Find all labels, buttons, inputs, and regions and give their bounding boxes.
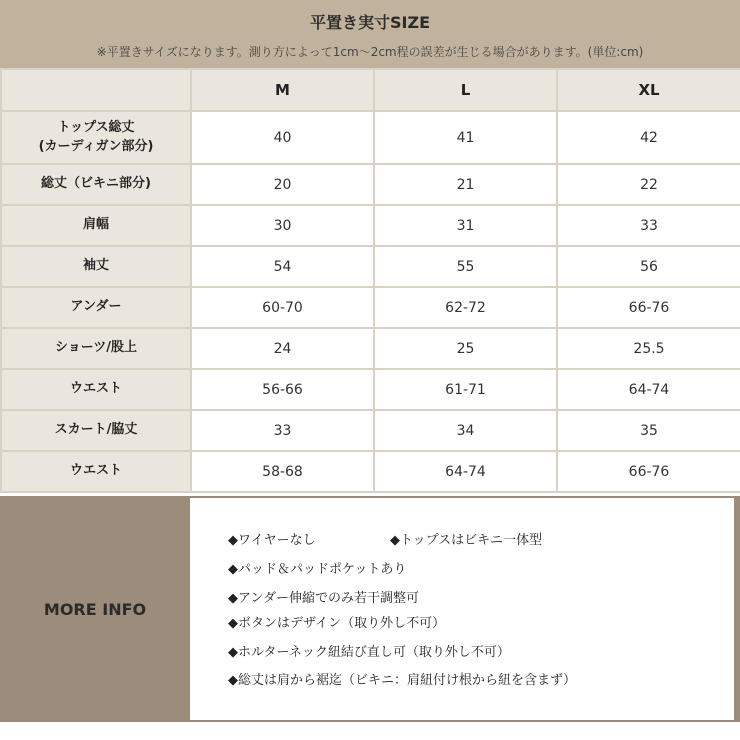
row-label: ショーツ/股上 — [1, 328, 191, 369]
size-value: 24 — [191, 328, 374, 369]
info-item: ◆トップスはビキニ一体型 — [390, 533, 543, 548]
size-value: 25.5 — [557, 328, 740, 369]
table-row — [1, 246, 740, 287]
row-label: スカート/脇丈 — [1, 410, 191, 451]
size-value: 33 — [191, 410, 374, 451]
size-value: 56-66 — [191, 369, 374, 410]
row-label: アンダー — [1, 287, 191, 328]
table-row — [1, 111, 740, 164]
more-info-section — [0, 496, 740, 722]
size-value: 62-72 — [374, 287, 557, 328]
row-label: 総丈（ビキニ部分) — [1, 164, 191, 205]
size-value: 60-70 — [191, 287, 374, 328]
row-label: ウエスト — [1, 451, 191, 492]
table-row — [1, 328, 740, 369]
size-value: 54 — [191, 246, 374, 287]
size-value: 25 — [374, 328, 557, 369]
size-value: 64-74 — [557, 369, 740, 410]
size-value: 58-68 — [191, 451, 374, 492]
column-header-l: L — [374, 69, 557, 111]
row-label: 肩幅 — [1, 205, 191, 246]
info-item: ◆総丈は肩から裾迄（ビキニ：肩紐付け根から紐を含まず） — [228, 673, 576, 688]
size-value: 55 — [374, 246, 557, 287]
size-value: 41 — [374, 111, 557, 164]
size-value: 42 — [557, 111, 740, 164]
size-value: 31 — [374, 205, 557, 246]
size-value: 61-71 — [374, 369, 557, 410]
table-corner-cell — [1, 69, 191, 111]
size-value: 56 — [557, 246, 740, 287]
more-info-label: MORE INFO — [43, 599, 147, 619]
info-item: ◆アンダー伸縮でのみ若干調整可 — [228, 591, 419, 606]
measurement-note: ※平置きサイズになります。測り方によって1cm～2cm程の誤差が生じる場合があります。(単位:cm) — [96, 45, 644, 59]
size-value: 66-76 — [557, 451, 740, 492]
info-item: ◆ホルターネック紐結び直し可（取り外し不可） — [228, 645, 510, 660]
size-value: 30 — [191, 205, 374, 246]
size-value: 40 — [191, 111, 374, 164]
size-table — [0, 68, 740, 493]
size-value: 21 — [374, 164, 557, 205]
row-label: ウエスト — [1, 369, 191, 410]
table-header-row — [1, 69, 740, 111]
size-title: 平置き実寸SIZE — [309, 13, 430, 32]
size-header — [0, 0, 740, 68]
size-value: 22 — [557, 164, 740, 205]
row-label — [1, 111, 191, 164]
row-label: 袖丈 — [1, 246, 191, 287]
size-value: 64-74 — [374, 451, 557, 492]
table-row — [1, 369, 740, 410]
table-row — [1, 164, 740, 205]
table-row — [1, 205, 740, 246]
info-item: ◆パッド＆パッドポケットあり — [228, 562, 407, 577]
info-item: ◆ボタンはデザイン（取り外し不可） — [228, 616, 446, 631]
column-header-m: M — [191, 69, 374, 111]
info-item: ◆ワイヤーなし — [228, 533, 316, 548]
table-row — [1, 287, 740, 328]
size-value: 35 — [557, 410, 740, 451]
row-label-line: トップス総丈 — [57, 119, 135, 135]
column-header-xl: XL — [557, 69, 740, 111]
row-label-line: (カーディガン部分) — [38, 138, 154, 154]
more-info-panel — [190, 498, 734, 720]
size-value: 20 — [191, 164, 374, 205]
table-row — [1, 410, 740, 451]
size-value: 33 — [557, 205, 740, 246]
size-value: 34 — [374, 410, 557, 451]
table-row — [1, 451, 740, 492]
size-value: 66-76 — [557, 287, 740, 328]
